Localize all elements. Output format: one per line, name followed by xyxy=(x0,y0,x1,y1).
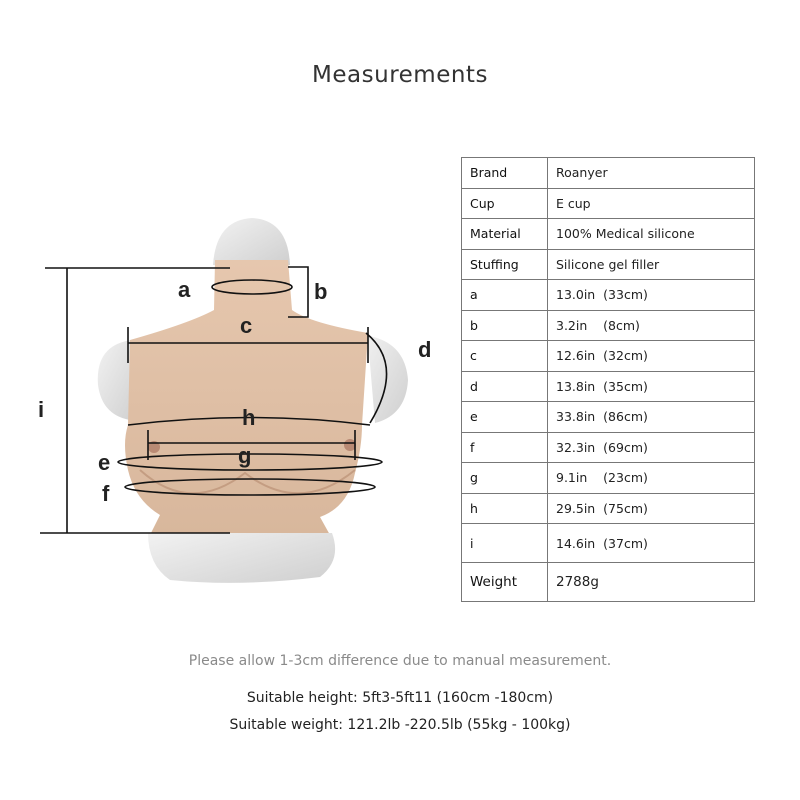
page-title: Measurements xyxy=(312,62,488,88)
label-b: b xyxy=(314,279,328,304)
spec-key: e xyxy=(462,402,548,433)
spec-key: b xyxy=(462,310,548,341)
spec-row xyxy=(462,249,755,280)
spec-key: d xyxy=(462,371,548,402)
spec-row xyxy=(462,188,755,219)
spec-value: 3.2in (8cm) xyxy=(548,310,755,341)
spec-value: 13.0in (33cm) xyxy=(548,280,755,311)
spec-value: Roanyer xyxy=(548,158,755,189)
spec-key: Cup xyxy=(462,188,548,219)
bottom-wrap xyxy=(148,533,335,583)
suitable-height: Suitable height: 5ft3-5ft11 (160cm -180cm) xyxy=(246,690,554,706)
spec-value: 29.5in (75cm) xyxy=(548,493,755,524)
spec-value: 14.6in (37cm) xyxy=(548,524,755,563)
product-figure xyxy=(30,215,430,595)
spec-key: Brand xyxy=(462,158,548,189)
spec-row xyxy=(462,280,755,311)
spec-row xyxy=(462,341,755,372)
spec-row-weight xyxy=(462,563,755,602)
label-f: f xyxy=(102,481,110,506)
spec-row xyxy=(462,371,755,402)
spec-value: 12.6in (32cm) xyxy=(548,341,755,372)
spec-key: h xyxy=(462,493,548,524)
label-g: g xyxy=(238,443,252,468)
spec-value: E cup xyxy=(548,188,755,219)
spec-value: 2788g xyxy=(548,563,755,602)
label-d: d xyxy=(418,337,432,362)
spec-row xyxy=(462,463,755,494)
spec-key: i xyxy=(462,524,548,563)
spec-row xyxy=(462,310,755,341)
spec-key: Weight xyxy=(462,563,548,602)
label-i: i xyxy=(38,397,45,422)
spec-row xyxy=(462,158,755,189)
spec-key: c xyxy=(462,341,548,372)
spec-value: 13.8in (35cm) xyxy=(548,371,755,402)
label-e: e xyxy=(98,450,111,475)
spec-row xyxy=(462,219,755,250)
label-h: h xyxy=(242,405,256,430)
spec-key: Stuffing xyxy=(462,249,548,280)
spec-key: a xyxy=(462,280,548,311)
spec-key: Material xyxy=(462,219,548,250)
right-shoulder-wrap xyxy=(363,335,408,423)
spec-row xyxy=(462,524,755,563)
spec-value: Silicone gel filler xyxy=(548,249,755,280)
measurement-note: Please allow 1-3cm difference due to manual measurement. xyxy=(188,653,612,669)
spec-row xyxy=(462,402,755,433)
spec-key: g xyxy=(462,463,548,494)
spec-key: f xyxy=(462,432,548,463)
spec-row xyxy=(462,493,755,524)
label-a: a xyxy=(178,277,191,302)
spec-table xyxy=(461,157,755,602)
suitable-weight: Suitable weight: 121.2lb -220.5lb (55kg - 100kg) xyxy=(229,717,571,733)
spec-value: 33.8in (86cm) xyxy=(548,402,755,433)
neck-wrap xyxy=(213,218,290,265)
spec-value: 9.1in (23cm) xyxy=(548,463,755,494)
spec-value: 100% Medical silicone xyxy=(548,219,755,250)
spec-row xyxy=(462,432,755,463)
breastplate-diagram xyxy=(30,215,430,595)
spec-value: 32.3in (69cm) xyxy=(548,432,755,463)
label-c: c xyxy=(240,313,253,338)
